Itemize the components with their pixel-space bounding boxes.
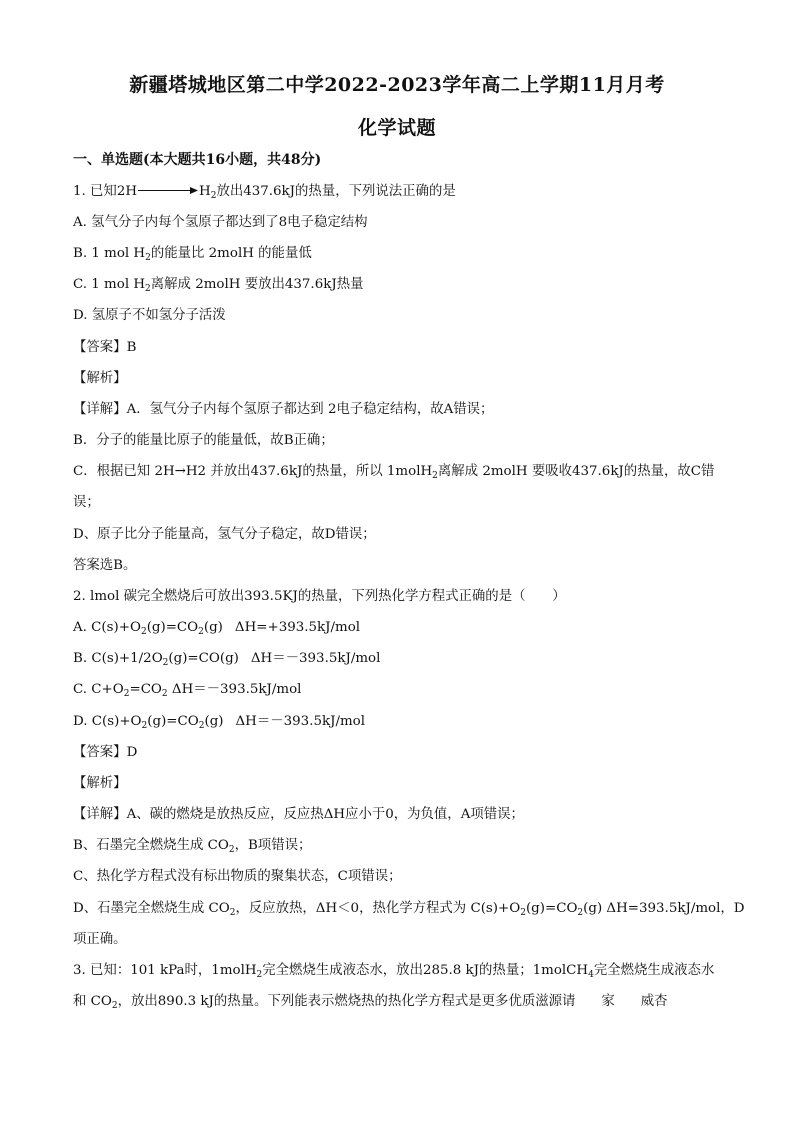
q2-detail-2: B、石墨完全燃烧生成 $CO_2$，B项错误；: [73, 838, 312, 855]
q2-option-b: B. $C(s)+1/2O_2(g)=CO(g)$ ΔH＝－393.5kJ/mol: [73, 651, 381, 668]
q2-answer: 【答案】D: [73, 745, 138, 760]
q1-detail-4: D、原子比分子能量高，氢气分子稳定，故D错误；: [73, 527, 376, 542]
q2-option-a: A. $C(s)+O_2(g)=CO_2(g)$ ΔH=+393.5kJ/mol: [73, 620, 361, 637]
page-title: 新疆塔城地区第二中学2022-2023学年高二上学期11月月考: [129, 74, 665, 96]
q1-analysis-tag: 【解析】: [73, 371, 127, 386]
q1-option-a: A. 氢气分子内每个氢原子都达到了8电子稳定结构: [73, 215, 368, 230]
q1-detail-1: 【详解】A．氢气分子内每个氢原子都达到 2电子稳定结构，故A错误；: [73, 402, 494, 417]
q2-detail-3: C、热化学方程式没有标出物质的聚集状态，C项错误；: [73, 869, 402, 884]
q3-stem-line-1: 3. 已知：101 kPa时，1molH$_2$完全燃烧生成液态水，放出285.8 kJ的热量；1molCH$_4$完全燃烧生成液态水: [73, 963, 715, 980]
page-subtitle: 化学试题: [357, 117, 436, 139]
q2-option-c: C. $C+O_2=CO_2$ ΔH＝－393.5kJ/mol: [73, 682, 302, 699]
q1-detail-3-cont: 误；: [73, 495, 100, 510]
reaction-arrow-icon: [138, 186, 198, 195]
q2-analysis-tag: 【解析】: [73, 776, 127, 791]
q1-option-c: C. 1 mol $H_2$离解成 2molH 要放出437.6kJ热量: [73, 277, 364, 294]
q2-stem: 2. lmol 碳完全燃烧后可放出393.5KJ的热量，下列热化学方程式正确的是（ ）: [73, 589, 566, 604]
q1-option-b: B. 1 mol $H_2$的能量比 2molH 的能量低: [73, 246, 312, 263]
q2-detail-1: 【详解】A、碳的燃烧是放热反应，反应热ΔH应小于0，为负值，A项错误；: [73, 807, 524, 822]
section-heading: 一、单选题(本大题共16小题，共48分): [73, 152, 322, 168]
q2-detail-4: D、石墨完全燃烧生成 $CO_2$，反应放热，ΔH＜0，热化学方程式为 $C(s)+O_2(g)=CO_2(g)$ ΔH=393.5kJ/mol，D: [73, 901, 745, 918]
q1-option-d: D. 氢原子不如氢分子活泼: [73, 308, 226, 323]
q1-conclusion: 答案选B。: [73, 558, 137, 573]
q1-stem: 1. 已知2H $H_2$放出437.6kJ的热量，下列说法正确的是: [73, 184, 456, 201]
q2-option-d: D. $C(s)+O_2(g)=CO_2(g)$ ΔH＝－393.5kJ/mol: [73, 714, 366, 731]
q3-stem-line-2: 和 $CO_2$，放出890.3 kJ的热量。下列能表示燃烧热的热化学方程式是更多优质滋源请 家 威杏: [73, 994, 668, 1011]
q1-detail-2: B．分子的能量比原子的能量低，故B正确；: [73, 433, 334, 448]
q1-answer: 【答案】B: [73, 340, 137, 355]
q1-detail-3: C．根据已知 2H→H2 并放出437.6kJ的热量，所以 1molH$_2$离解成 2molH 要吸收437.6kJ的热量，故C错: [73, 464, 715, 481]
q2-detail-4-cont: 项正确。: [73, 932, 127, 947]
